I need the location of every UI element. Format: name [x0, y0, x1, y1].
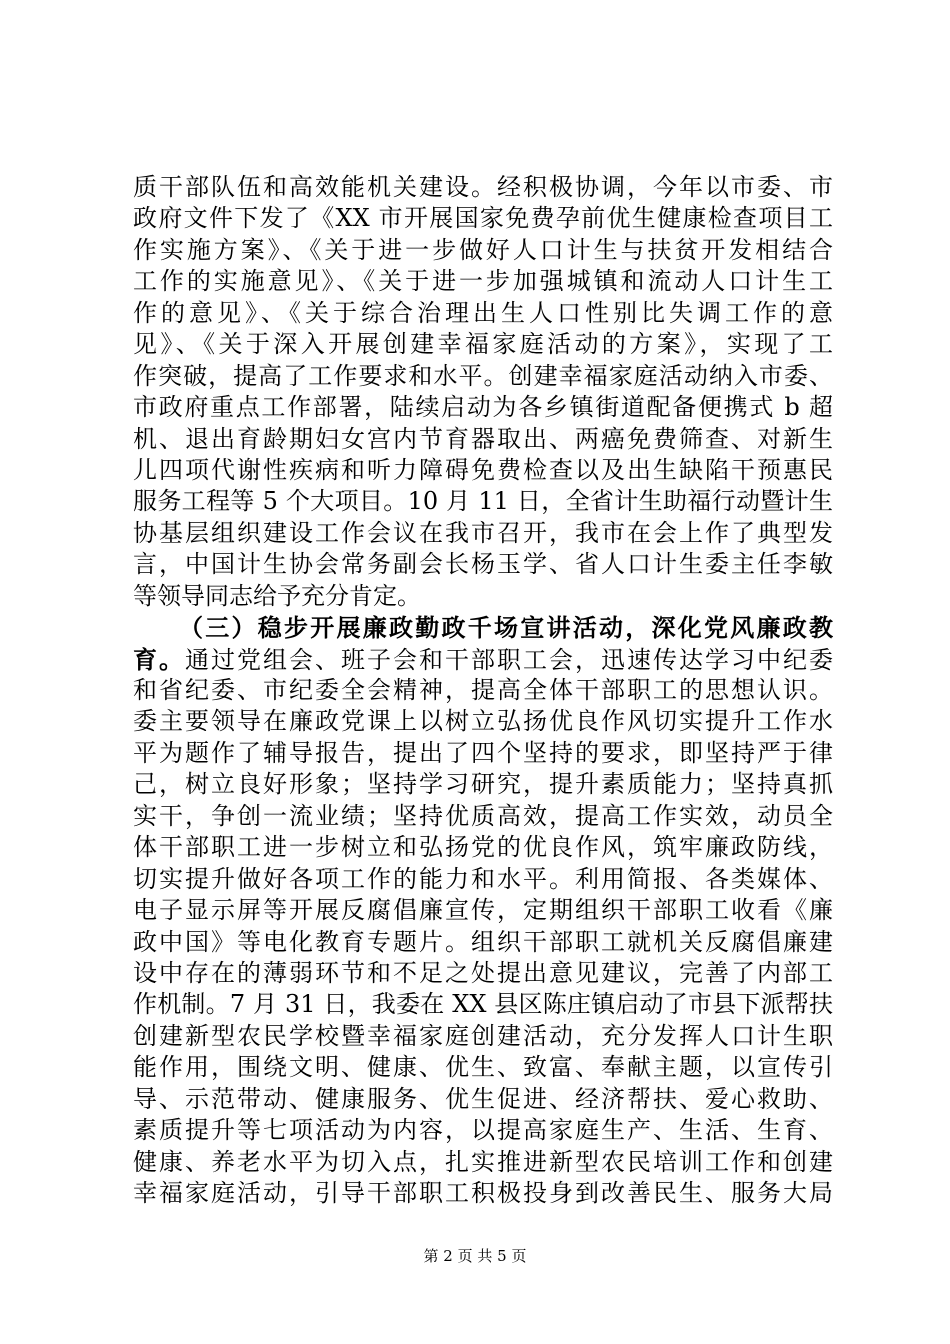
body-line: 切实提升做好各项工作的能力和水平。利用简报、各类媒体、: [133, 864, 833, 893]
body-line: 作实施方案》、《关于进一步做好人口计生与扶贫开发相结合: [133, 235, 833, 264]
body-line: 作突破，提高了工作要求和水平。创建幸福家庭活动纳入市委、: [133, 361, 833, 390]
body-line: 素质提升等七项活动为内容，以提高家庭生产、生活、生育、: [133, 1116, 833, 1145]
body-line: 作机制。7 月 31 日，我委在 XX 县区陈庄镇启动了市县下派帮扶: [133, 990, 833, 1019]
body-line: 政中国》等电化教育专题片。组织干部职工就机关反腐倡廉建: [133, 927, 833, 956]
body-line-rest: 通过党组会、班子会和干部职工会，迅速传达学习中纪委: [185, 645, 833, 674]
body-line-with-heading-end: [133, 644, 833, 675]
document-body: [133, 172, 833, 1209]
body-line: 言，中国计生协会常务副会长杨玉学、省人口计生委主任李敏: [133, 550, 833, 579]
body-line: 平为题作了辅导报告，提出了四个坚持的要求，即坚持严于律: [133, 738, 833, 767]
body-line: 实干，争创一流业绩；坚持优质高效，提高工作实效，动员全: [133, 801, 833, 830]
body-line: 协基层组织建设工作会议在我市召开，我市在会上作了典型发: [133, 518, 833, 547]
body-line: 幸福家庭活动，引导干部职工积极投身到改善民生、服务大局: [133, 1179, 833, 1207]
body-line: 设中存在的薄弱环节和不足之处提出意见建议，完善了内部工: [133, 958, 833, 987]
body-line: 质干部队伍和高效能机关建设。经积极协调，今年以市委、市: [133, 173, 833, 201]
body-line: 委主要领导在廉政党课上以树立弘扬优良作风切实提升工作水: [133, 707, 833, 736]
body-line: 和省纪委、市纪委全会精神，提高全体干部职工的思想认识。: [133, 676, 833, 704]
body-line: 政府文件下发了《XX 市开展国家免费孕前优生健康检查项目工: [133, 204, 833, 233]
body-line: 等领导同志给予充分肯定。: [133, 581, 421, 610]
body-line: 能作用，围绕文明、健康、优生、致富、奉献主题，以宣传引: [133, 1053, 833, 1082]
body-line: 健康、养老水平为切入点，扎实推进新型农民培训工作和创建: [133, 1147, 833, 1176]
body-line: 作的意见》、《关于综合治理出生人口性别比失调工作的意: [133, 298, 833, 327]
body-line: 工作的实施意见》、《关于进一步加强城镇和流动人口计生工: [133, 267, 833, 296]
body-line: 见》、《关于深入开展创建幸福家庭活动的方案》，实现了工: [133, 330, 833, 359]
body-line: 导、示范带动、健康服务、优生促进、经济帮扶、爱心救助、: [133, 1084, 833, 1113]
section-heading: （三）稳步开展廉政勤政千场宣讲活动，深化党风廉政教: [179, 613, 833, 643]
body-line: 己，树立良好形象；坚持学习研究，提升素质能力；坚持真抓: [133, 770, 833, 799]
section-heading-end: 育。: [133, 644, 185, 674]
body-line: 服务工程等 5 个大项目。10 月 11 日，全省计生助福行动暨计生: [133, 487, 833, 516]
body-line: 创建新型农民学校暨幸福家庭创建活动，充分发挥人口计生职: [133, 1021, 833, 1050]
body-line: 儿四项代谢性疾病和听力障碍免费检查以及出生缺陷干预惠民: [133, 455, 833, 484]
body-line: 市政府重点工作部署，陆续启动为各乡镇街道配备便携式 b 超: [133, 393, 833, 422]
page-footer: 第 2 页 共 5 页: [423, 1247, 527, 1265]
body-line: 电子显示屏等开展反腐倡廉宣传，定期组织干部职工收看《廉: [133, 896, 833, 925]
body-line: 体干部职工进一步树立和弘扬党的优良作风，筑牢廉政防线，: [133, 833, 833, 862]
body-line: 机、退出育龄期妇女宫内节育器取出、两癌免费筛查、对新生: [133, 424, 833, 453]
